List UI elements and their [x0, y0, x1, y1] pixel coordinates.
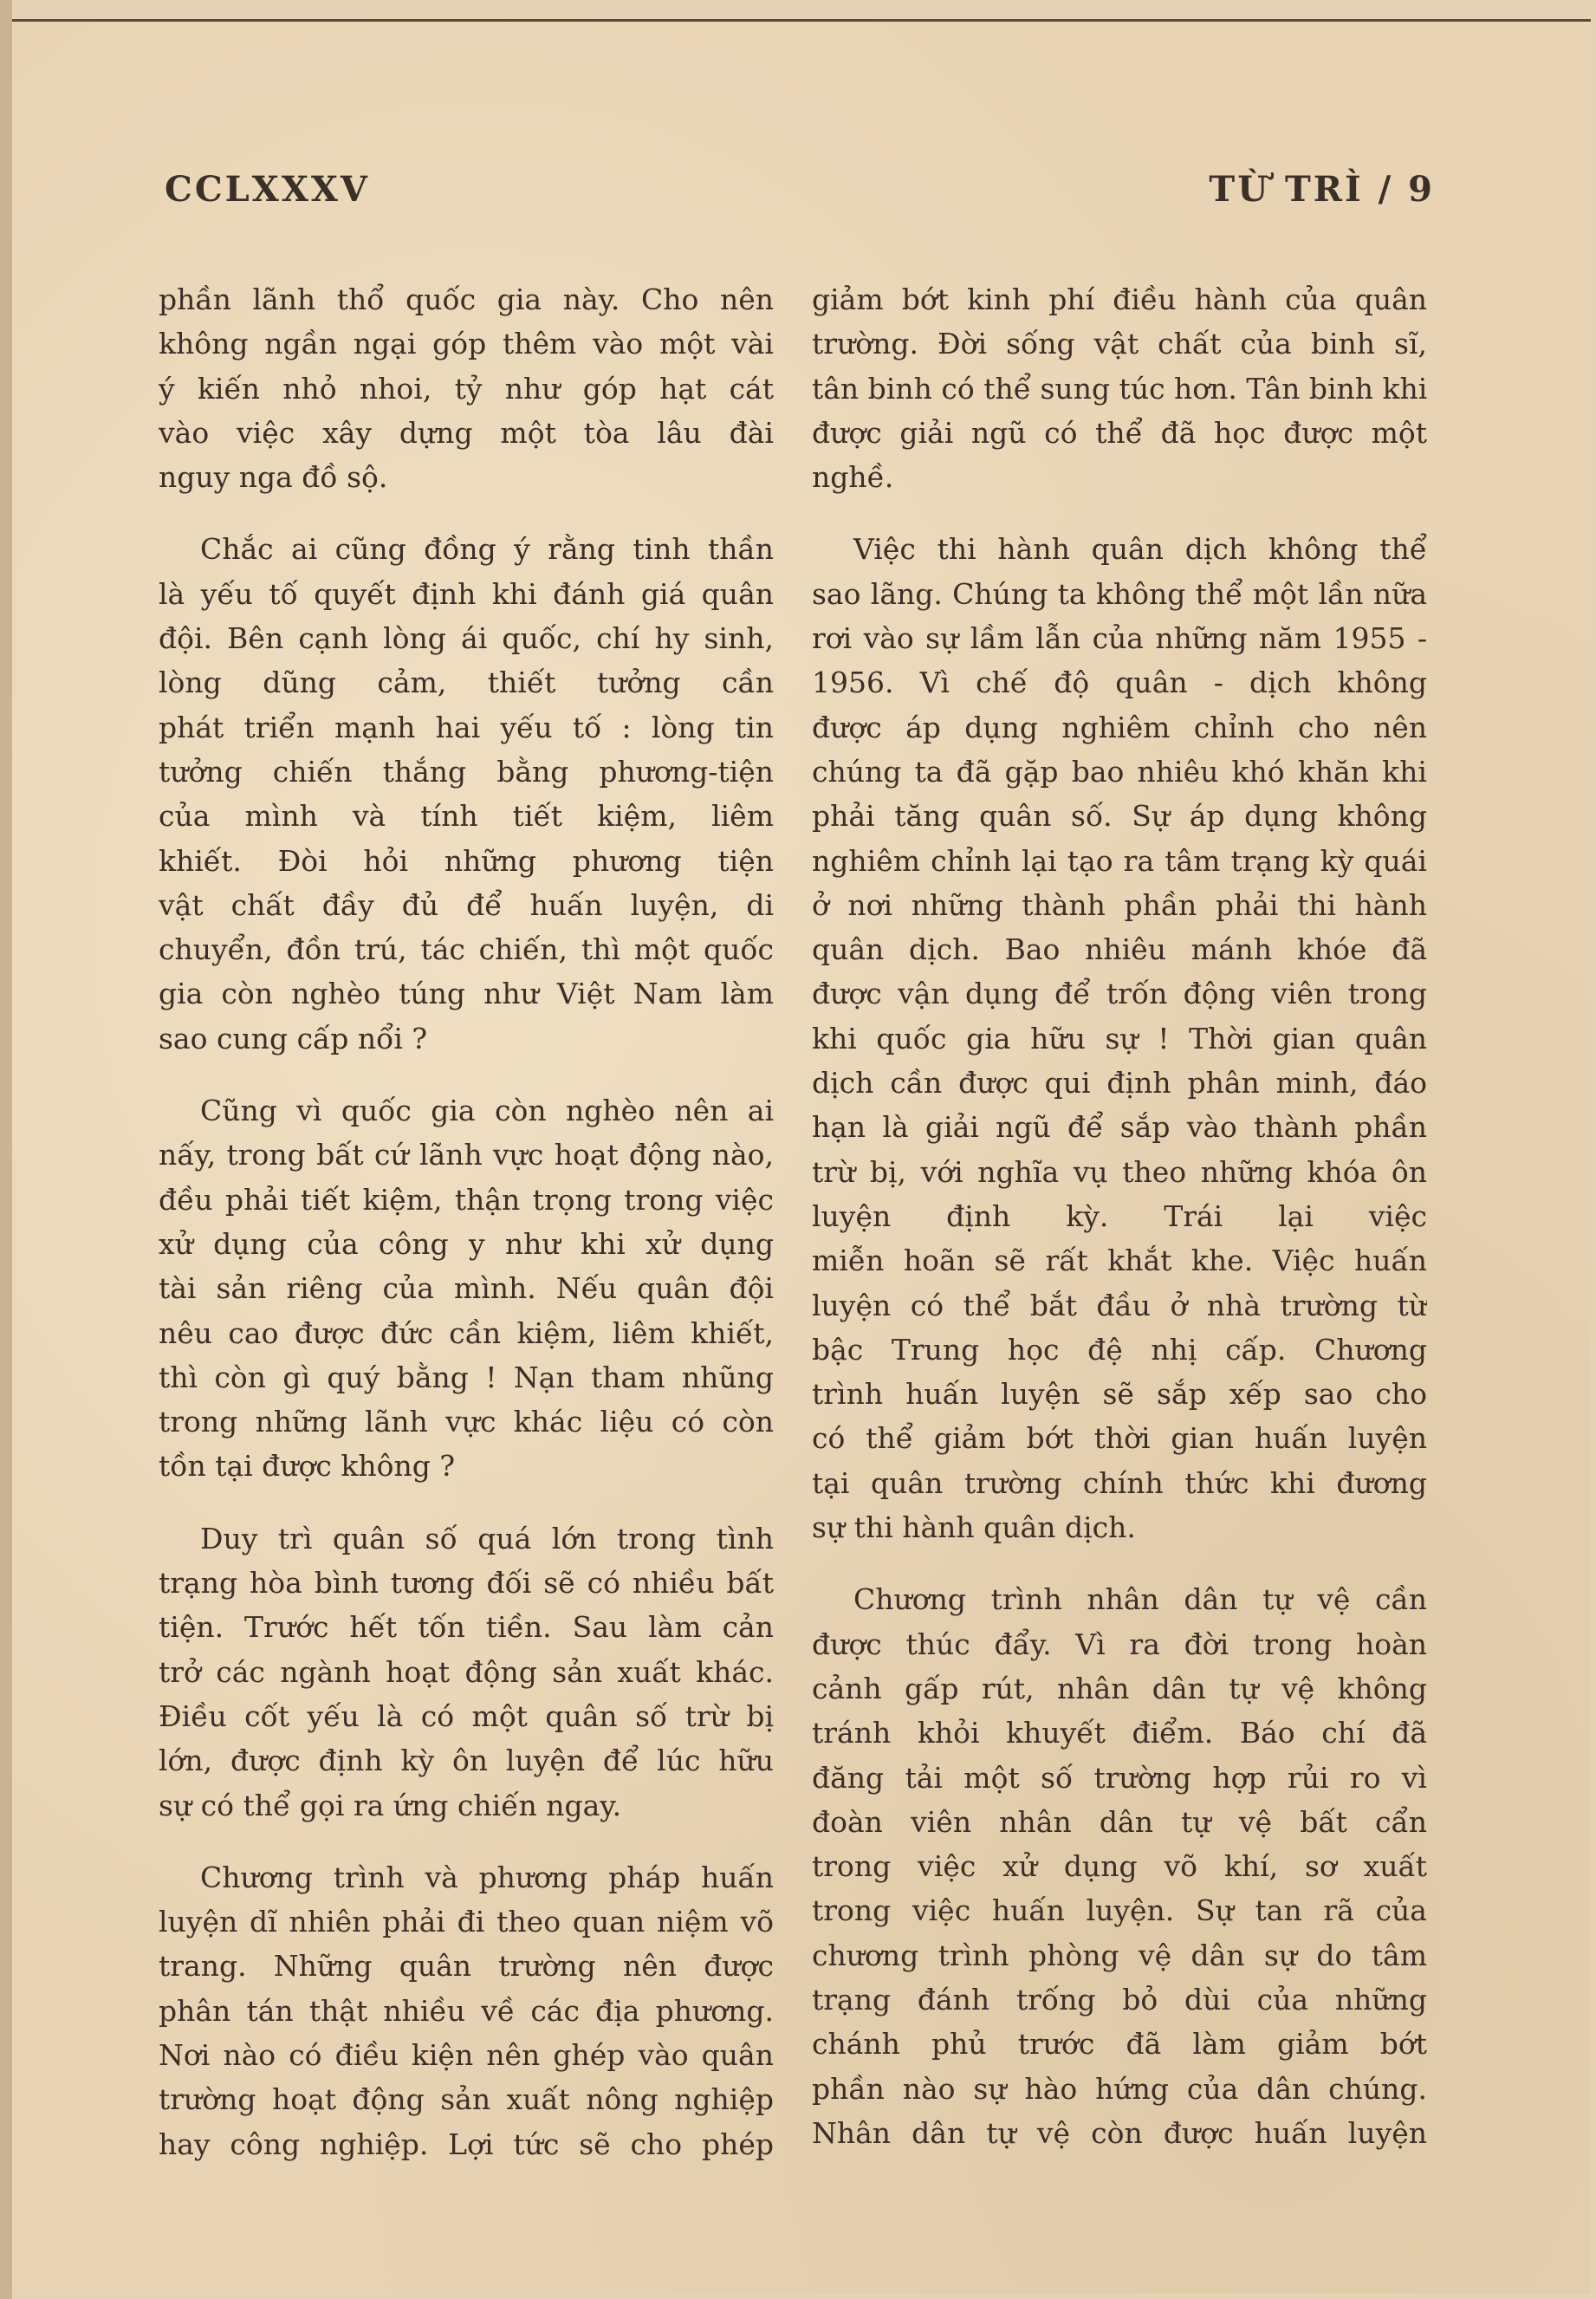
text-line: xử dụng của công y như khi xử dụng: [159, 1226, 774, 1261]
text-line: Điều cốt yếu là có một quân số trừ bị: [159, 1698, 774, 1733]
text-line: nghiêm chỉnh lại tạo ra tâm trạng kỳ quái: [812, 843, 1427, 878]
text-line: Việc thi hành quân dịch không thể: [853, 532, 1427, 567]
paragraph: [159, 1855, 774, 2166]
text-line: đoàn viên nhân dân tự vệ bất cẩn: [812, 1804, 1427, 1839]
text-line: hạn là giải ngũ để sắp vào thành phần: [812, 1110, 1427, 1145]
text-line: vào việc xây dựng một tòa lâu đài: [159, 415, 774, 450]
text-line: gia còn nghèo túng như Việt Nam làm: [159, 977, 774, 1011]
text-line: trang. Những quân trường nên được: [159, 1949, 774, 1984]
text-line: nêu cao được đức cần kiệm, liêm khiết,: [159, 1315, 774, 1350]
text-line: trừ bị, với nghĩa vụ theo những khóa ôn: [812, 1154, 1427, 1189]
text-line: trong việc xử dụng võ khí, sơ xuất: [812, 1849, 1427, 1884]
text-line: sao cung cấp nổi ?: [159, 1021, 428, 1055]
text-line: miễn hoãn sẽ rất khắt khe. Việc huấn: [812, 1244, 1427, 1278]
text-line: Chắc ai cũng đồng ý rằng tinh thần: [200, 532, 774, 567]
text-line: giảm bớt kinh phí điều hành của quân: [812, 283, 1427, 316]
text-line: tại quân trường chính thức khi đương: [812, 1465, 1427, 1500]
text-line: tài sản riêng của mình. Nếu quân đội: [159, 1271, 774, 1306]
text-line: Chương trình nhân dân tự vệ cần: [853, 1582, 1427, 1617]
text-line: tiện. Trước hết tốn tiền. Sau làm cản: [159, 1610, 774, 1645]
text-line: quân dịch. Bao nhiêu mánh khóe đã: [812, 932, 1427, 967]
text-line: tránh khỏi khuyết điểm. Báo chí đã: [812, 1716, 1427, 1750]
text-line: Cũng vì quốc gia còn nghèo nên ai: [200, 1094, 774, 1128]
text-line: tưởng chiến thắng bằng phương-tiện: [159, 754, 774, 789]
text-line: vật chất đầy đủ để huấn luyện, di: [159, 887, 774, 922]
text-line: sao lãng. Chúng ta không thể một lần nữa: [812, 576, 1427, 611]
text-line: trong việc huấn luyện. Sự tan rã của: [812, 1893, 1427, 1928]
text-line: tồn tại được không ?: [159, 1449, 456, 1484]
text-line: Nơi nào có điều kiện nên ghép vào quân: [159, 2037, 774, 2072]
text-line: được vận dụng để trốn động viên trong: [812, 977, 1427, 1011]
text-line: rơi vào sự lầm lẫn của những năm 1955 -: [812, 621, 1427, 656]
text-line: luyện định kỳ. Trái lại việc: [812, 1198, 1427, 1233]
text-line: phân tán thật nhiều về các địa phương.: [159, 1993, 774, 2028]
text-line: được giải ngũ có thể đã học được một: [812, 415, 1427, 450]
paragraph: [159, 277, 774, 499]
text-line: phần lãnh thổ quốc gia này. Cho nên: [159, 283, 774, 316]
text-line: cảnh gấp rút, nhân dân tự vệ không: [812, 1671, 1427, 1705]
text-line: trường hoạt động sản xuất nông nghiệp: [159, 2082, 774, 2117]
text-line: ý kiến nhỏ nhoi, tỷ như góp hạt cát: [159, 371, 774, 406]
text-line: thì còn gì quý bằng ! Nạn tham nhũng: [159, 1360, 774, 1394]
text-line: trạng hòa bình tương đối sẽ có nhiều bất: [159, 1566, 774, 1601]
text-line: hay công nghiệp. Lợi tức sẽ cho phép: [159, 2127, 774, 2161]
text-line: khi quốc gia hữu sự ! Thời gian quân: [812, 1021, 1427, 1055]
text-line: được áp dụng nghiêm chỉnh cho nên: [812, 710, 1427, 744]
paragraph: [159, 1088, 774, 1489]
text-line: 1956. Vì chế độ quân - dịch không: [812, 666, 1427, 700]
text-line: tân binh có thể sung túc hơn. Tân binh khi: [812, 371, 1427, 406]
text-line: phải tăng quân số. Sự áp dụng không: [812, 799, 1427, 834]
page-edge-shadow: [0, 0, 12, 2299]
text-line: nguy nga đồ sộ.: [159, 460, 388, 495]
text-line: trường. Đời sống vật chất của binh sĩ,: [812, 327, 1427, 361]
paragraph: [159, 1516, 774, 1828]
text-line: trình huấn luyện sẽ sắp xếp sao cho: [812, 1377, 1427, 1412]
paragraph: [812, 527, 1427, 1549]
text-line: được thúc đẩy. Vì ra đời trong hoàn: [812, 1627, 1427, 1661]
text-line: có thể giảm bớt thời gian huấn luyện: [812, 1421, 1427, 1456]
text-line: chuyển, đồn trú, tác chiến, thì một quốc: [159, 932, 774, 967]
text-line: đội. Bên cạnh lòng ái quốc, chí hy sinh,: [159, 621, 774, 656]
text-line: nấy, trong bất cứ lãnh vực hoạt động nào,: [159, 1138, 774, 1172]
paragraph: [812, 277, 1427, 499]
chapter-number: CCLXXXV: [165, 169, 370, 210]
text-line: trong những lãnh vực khác liệu có còn: [159, 1405, 774, 1439]
text-line: đăng tải một số trường hợp rủi ro vì: [812, 1760, 1427, 1795]
text-line: trở các ngành hoạt động sản xuất khác.: [159, 1654, 774, 1689]
text-line: của mình và tính tiết kiệm, liêm: [159, 799, 774, 834]
text-line: dịch cần được qui định phân minh, đáo: [812, 1066, 1427, 1101]
text-line: khiết. Đòi hỏi những phương tiện: [159, 843, 774, 878]
text-line: không ngần ngại góp thêm vào một vài: [159, 327, 774, 361]
text-line: trạng đánh trống bỏ dùi của những: [812, 1982, 1427, 2016]
text-line: phần nào sự hào hứng của dân chúng.: [812, 2071, 1427, 2106]
text-line: đều phải tiết kiệm, thận trọng trong việc: [159, 1182, 774, 1217]
text-line: phát triển mạnh hai yếu tố : lòng tin: [159, 710, 774, 744]
text-line: Chương trình và phương pháp huấn: [200, 1860, 774, 1894]
text-line: chúng ta đã gặp bao nhiêu khó khăn khi: [812, 754, 1427, 789]
text-line: là yếu tố quyết định khi đánh giá quân: [159, 576, 774, 611]
paragraph: [159, 527, 774, 1061]
text-line: luyện có thể bắt đầu ở nhà trường từ: [812, 1288, 1427, 1322]
text-line: chánh phủ trước đã làm giảm bớt: [812, 2027, 1427, 2062]
text-line: Nhân dân tự vệ còn được huấn luyện: [812, 2115, 1427, 2150]
right-text-column: [812, 277, 1427, 2183]
text-line: sự có thể gọi ra ứng chiến ngay.: [159, 1788, 622, 1822]
paragraph: [812, 1577, 1427, 2155]
text-line: sự thi hành quân dịch.: [812, 1510, 1136, 1545]
running-header: [165, 169, 1435, 230]
running-title-page-number: TỪ TRÌ / 9: [1209, 169, 1435, 210]
text-line: lòng dũng cảm, thiết tưởng cần: [159, 666, 774, 700]
text-line: nghề.: [812, 460, 894, 495]
text-line: Duy trì quân số quá lớn trong tình: [200, 1521, 774, 1555]
text-line: chương trình phòng vệ dân sự do tâm: [812, 1938, 1427, 1972]
left-text-column: [159, 277, 774, 2194]
text-line: bậc Trung học đệ nhị cấp. Chương: [812, 1332, 1427, 1367]
text-line: luyện dĩ nhiên phải đi theo quan niệm võ: [159, 1905, 774, 1939]
text-line: lớn, được định kỳ ôn luyện để lúc hữu: [159, 1744, 774, 1778]
text-line: ở nơi những thành phần phải thi hành: [812, 887, 1427, 922]
